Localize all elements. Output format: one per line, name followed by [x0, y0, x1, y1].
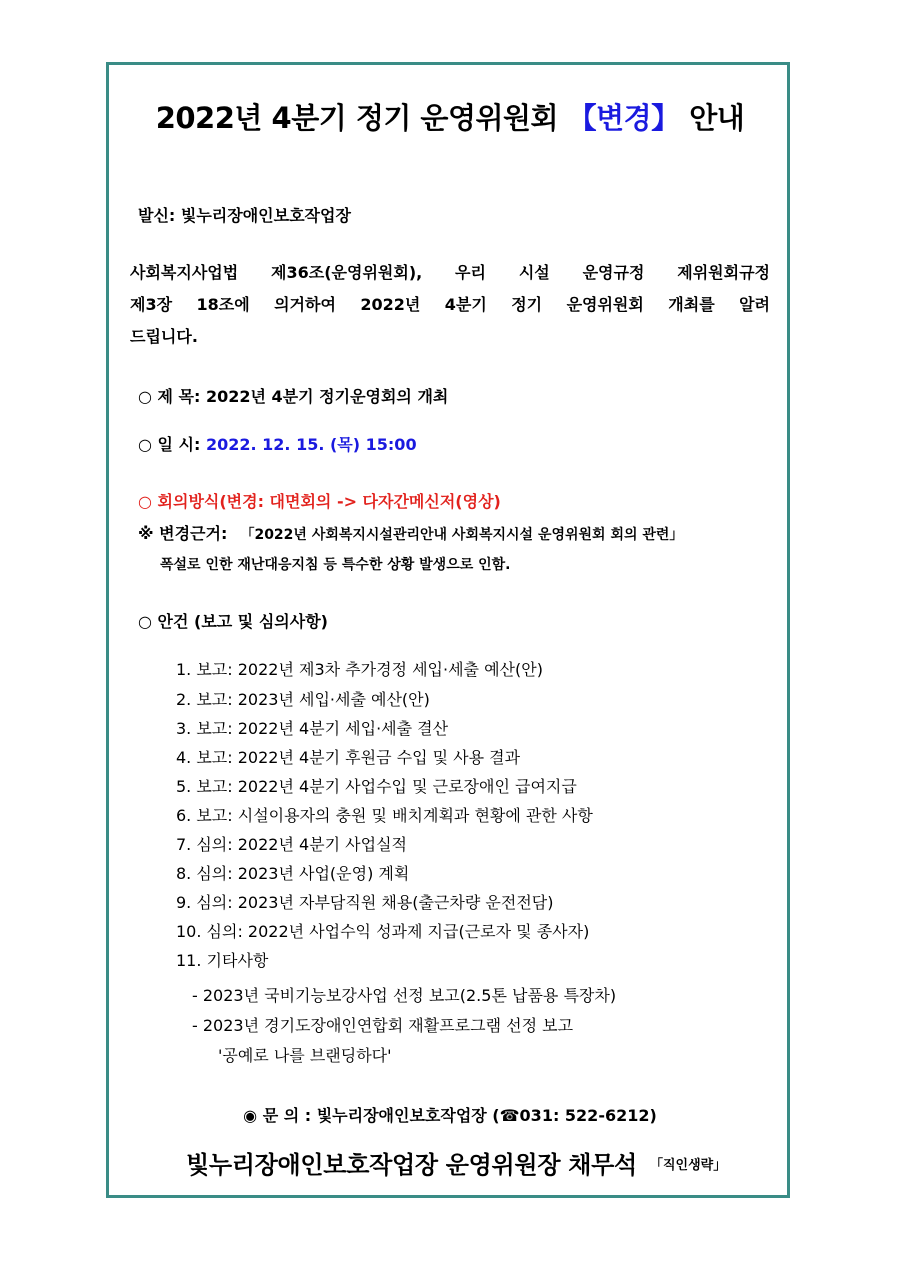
title-highlight: 【변경】	[567, 101, 680, 135]
intro-line-2: 제3장 18조에 의거하여 2022년 4분기 정기 운영위원회 개최를 알려	[130, 295, 770, 314]
agenda-item: 7. 심의: 2022년 4분기 사업실적	[176, 835, 408, 854]
agenda-item: 3. 보고: 2022년 4분기 세입·세출 결산	[176, 719, 449, 738]
change-reason-line	[138, 521, 683, 544]
title-prefix: 2022년 4분기 정기 운영위원회	[155, 101, 559, 135]
seal-note: 「직인생략」	[650, 1158, 727, 1173]
subject-line: ○ 제 목: 2022년 4분기 정기운영회의 개최	[138, 387, 449, 406]
date-label: ○ 일 시:	[138, 435, 206, 454]
title-suffix: 안내	[689, 101, 745, 135]
agenda-item: 5. 보고: 2022년 4분기 사업수입 및 근로장애인 급여지급	[176, 777, 577, 796]
agenda-item: 9. 심의: 2023년 자부담직원 채용(출근차량 운전전담)	[176, 893, 554, 912]
date-line	[138, 432, 417, 455]
agenda-item: 6. 보고: 시설이용자의 충원 및 배치계획과 현황에 관한 사항	[176, 806, 593, 825]
sender-line: 발신: 빛누리장애인보호작업장	[138, 206, 351, 225]
meeting-method-line: ○ 회의방식(변경: 대면회의 -> 다자간메신저(영상)	[138, 492, 501, 511]
intro-line-1: 사회복지사업법 제36조(운영위원회), 우리 시설 운영규정 제위원회규정	[130, 263, 770, 282]
sub-item: - 2023년 경기도장애인연합회 재활프로그램 선정 보고	[192, 1016, 574, 1035]
page-title	[0, 96, 900, 137]
contact-line: ◉ 문 의 : 빛누리장애인보호작업장 (☎031: 522-6212)	[243, 1106, 657, 1125]
date-value: 2022. 12. 15. (목) 15:00	[205, 435, 417, 454]
agenda-item: 11. 기타사항	[176, 951, 269, 970]
change-reason-line-2: 폭설로 인한 재난대응지침 등 특수한 상황 발생으로 인함.	[160, 557, 511, 573]
change-reason-text: 「2022년 사회복지시설관리안내 사회복지시설 운영위원회 회의 관련」	[240, 527, 684, 543]
agenda-item: 10. 심의: 2022년 사업수익 성과제 지급(근로자 및 종사자)	[176, 922, 590, 941]
change-reason-label: ※ 변경근거:	[138, 524, 228, 543]
intro-line-3: 드립니다.	[130, 327, 198, 346]
agenda-item: 8. 심의: 2023년 사업(운영) 계획	[176, 864, 410, 883]
agenda-title: ○ 안건 (보고 및 심의사항)	[138, 612, 328, 631]
sub-item-quote: '공예로 나를 브랜딩하다'	[218, 1046, 392, 1065]
sub-item: - 2023년 국비기능보강사업 선정 보고(2.5톤 납품용 특장차)	[192, 986, 617, 1005]
agenda-item: 2. 보고: 2023년 세입·세출 예산(안)	[176, 690, 430, 709]
agenda-item: 4. 보고: 2022년 4분기 후원금 수입 및 사용 결과	[176, 748, 521, 767]
agenda-item: 1. 보고: 2022년 제3차 추가경정 세입·세출 예산(안)	[176, 660, 543, 679]
signature: 빛누리장애인보호작업장 운영위원장 채무석	[186, 1151, 637, 1179]
